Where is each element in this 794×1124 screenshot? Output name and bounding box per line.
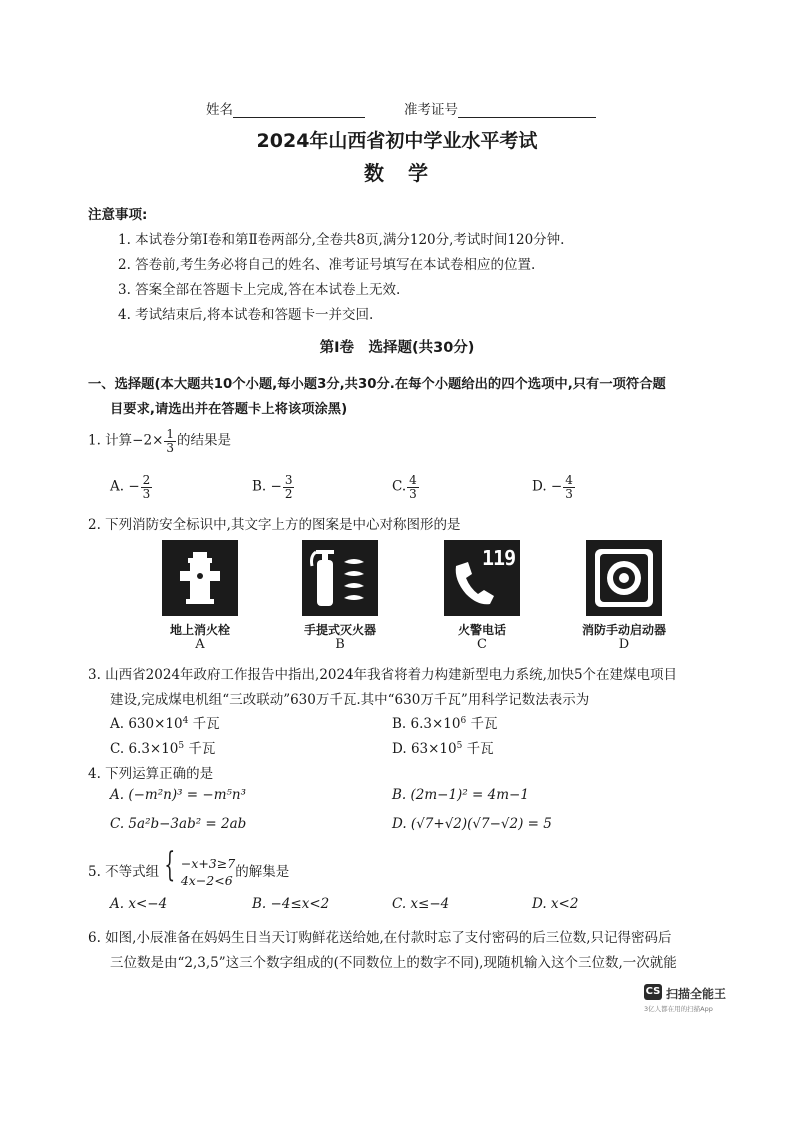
q1-suffix: 的结果是 bbox=[177, 432, 232, 449]
sign-b-letter: B bbox=[335, 637, 345, 652]
q5-option-d: D. x<2 bbox=[532, 896, 579, 912]
q1-option-d: D. − $\frac{4}{3}$ bbox=[532, 473, 573, 501]
q3-option-c: C. $6.3\times 10^5$ 千瓦 bbox=[110, 741, 216, 757]
sign-d-caption: 消防手动启动器 bbox=[581, 623, 666, 637]
watermark-tagline: 3亿人都在用的扫描App bbox=[644, 1005, 713, 1013]
sign-a-letter: A bbox=[195, 637, 205, 652]
notice-item: 1. 本试卷分第Ⅰ卷和第Ⅱ卷两部分,全卷共8页,满分120分,考试时间120分钟. bbox=[118, 232, 565, 248]
q1-fraction: $\frac{1}{3}$ bbox=[166, 427, 175, 455]
q3-option-d: D. $63\times 10^5$ 千瓦 bbox=[392, 741, 494, 757]
sign-a-caption: 地上消火栓 bbox=[169, 623, 230, 637]
sign-b-caption: 手提式灭火器 bbox=[303, 623, 376, 637]
question-4-stem: 4. 下列运算正确的是 bbox=[88, 766, 214, 782]
q4-option-c: C. 5a²b−3ab² = 2ab bbox=[110, 816, 247, 832]
q5-prefix: 5. 不等式组 bbox=[88, 864, 160, 880]
q5-suffix: 的解集是 bbox=[235, 864, 290, 880]
watermark-name: 扫描全能王 bbox=[666, 987, 727, 1001]
button-target-icon bbox=[586, 540, 662, 616]
section-intro: 目要求,请选出并在答题卡上将该项涂黑) bbox=[110, 402, 348, 417]
section-intro: 一、选择题(本大题共10个小题,每小题3分,共30分.在每个小题给出的四个选项中,只有一项符合题 bbox=[88, 377, 666, 392]
sign-c-fire-phone bbox=[444, 540, 520, 616]
exam-title: 2024年山西省初中学业水平考试 bbox=[256, 130, 538, 152]
q5-brace: { bbox=[164, 845, 176, 885]
sign-c-caption: 火警电话 bbox=[457, 623, 506, 637]
question-5-stem bbox=[88, 845, 290, 889]
q1-option-a: A. − $\frac{2}{3}$ bbox=[110, 473, 151, 501]
q3-option-b: B. $6.3\times 10^6$ 千瓦 bbox=[392, 716, 498, 732]
q3-option-a: A. $630\times 10^4$ 千瓦 bbox=[110, 716, 220, 732]
sign-d-letter: D bbox=[618, 637, 630, 652]
q1-prefix: 1. 计算−2× bbox=[88, 432, 164, 449]
name-field bbox=[206, 98, 365, 118]
q4-option-a: A. (−m²n)³ = −m⁵n³ bbox=[110, 787, 247, 803]
notice-item: 4. 考试结束后,将本试卷和答题卡一并交回. bbox=[118, 307, 374, 323]
q4-option-b: B. (2m−1)² = 4m−1 bbox=[392, 787, 529, 803]
name-blank bbox=[233, 103, 365, 118]
exam-id-blank bbox=[458, 103, 596, 118]
question-6-stem: 6. 如图,小辰准备在妈妈生日当天订购鲜花送给她,在付款时忘了支付密码的后三位数,只记得密码后 bbox=[88, 930, 672, 946]
sign-c-number: 119 bbox=[482, 546, 516, 570]
q1-option-b: B. − $\frac{3}{2}$ bbox=[252, 473, 293, 501]
exam-id-field bbox=[404, 98, 596, 118]
q5-system: −x+3≥7 4x−2<6 bbox=[180, 855, 236, 888]
question-1-stem bbox=[88, 428, 231, 454]
q4-option-d: D. (√7+√2)(√7−√2) = 5 bbox=[392, 816, 552, 832]
q5-option-a: A. x<−4 bbox=[110, 896, 168, 912]
question-3-stem: 3. 山西省2024年政府工作报告中指出,2024年我省将着力构建新型电力系统,加快5个在建煤电项目 bbox=[88, 667, 678, 683]
section-title: 第Ⅰ卷 选择题(共30分) bbox=[319, 340, 475, 356]
notice-item: 2. 答卷前,考生务必将自己的姓名、准考证号填写在本试卷相应的位置. bbox=[118, 257, 536, 273]
sign-b-extinguisher bbox=[302, 540, 378, 616]
exam-id-label: 准考证号 bbox=[404, 102, 458, 118]
subject-title: 数 学 bbox=[364, 161, 430, 185]
notice-heading: 注意事项: bbox=[88, 207, 148, 223]
question-6-stem: 三位数是由“2,3,5”这三个数字组成的(不同数位上的数字不同),现随机输入这个三位数,一次就能 bbox=[110, 955, 677, 971]
sign-d-manual-starter bbox=[586, 540, 662, 616]
name-label: 姓名 bbox=[206, 102, 233, 118]
notice-item: 3. 答案全部在答题卡上完成,答在本试卷上无效. bbox=[118, 282, 401, 298]
q1-option-c: C. $\frac{4}{3}$ bbox=[392, 473, 417, 501]
camscanner-logo: CS bbox=[644, 984, 662, 1000]
sign-a-hydrant bbox=[162, 540, 238, 616]
question-2-stem: 2. 下列消防安全标识中,其文字上方的图案是中心对称图形的是 bbox=[88, 517, 461, 533]
extinguisher-icon bbox=[302, 540, 378, 616]
q5-option-b: B. −4≤x<2 bbox=[252, 896, 330, 912]
q5-option-c: C. x≤−4 bbox=[392, 896, 450, 912]
sign-c-letter: C bbox=[477, 637, 487, 652]
hydrant-icon bbox=[162, 540, 238, 616]
question-3-stem: 建设,完成煤电机组“三改联动”630万千瓦.其中“630万千瓦”用科学记数法表示为 bbox=[110, 692, 590, 708]
